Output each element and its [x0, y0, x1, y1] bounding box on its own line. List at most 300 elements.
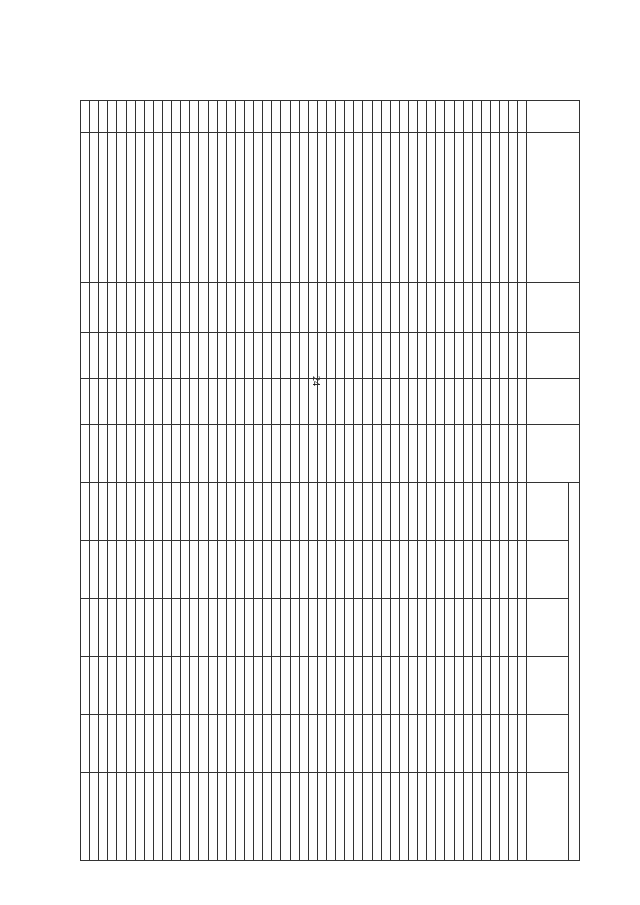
table-cell [99, 483, 108, 541]
table-cell [345, 599, 354, 657]
table-cell [336, 133, 345, 283]
table-cell [418, 379, 427, 425]
table-cell [454, 283, 463, 333]
table-cell [418, 483, 427, 541]
table-cell [427, 599, 436, 657]
table-row [254, 101, 263, 861]
table-cell [163, 773, 172, 861]
table-cell [336, 379, 345, 425]
table-cell [399, 657, 408, 715]
table-cell [445, 541, 454, 599]
table-cell [199, 101, 208, 133]
table-cell [226, 283, 235, 333]
table-cell [254, 133, 263, 283]
table-cell [172, 541, 181, 599]
group-header-row [568, 101, 579, 861]
table-cell [381, 773, 390, 861]
table-cell [472, 541, 481, 599]
table-cell [381, 657, 390, 715]
table-cell [345, 657, 354, 715]
table-cell [281, 483, 290, 541]
table-cell [235, 773, 244, 861]
table-cell [263, 657, 272, 715]
table-cell [399, 333, 408, 379]
table-sheet [80, 100, 580, 860]
table-cell [408, 715, 417, 773]
table-cell [399, 283, 408, 333]
table-cell [317, 599, 326, 657]
table-cell [172, 101, 181, 133]
table-cell [408, 101, 417, 133]
table-cell [381, 101, 390, 133]
table-cell [427, 133, 436, 283]
table-cell [299, 657, 308, 715]
table-cell [427, 425, 436, 483]
table-cell [381, 379, 390, 425]
table-cell [336, 541, 345, 599]
table-cell [481, 773, 490, 861]
table-cell [454, 715, 463, 773]
table-cell [245, 425, 254, 483]
table-cell [117, 599, 126, 657]
table-cell [281, 333, 290, 379]
table-cell [354, 541, 363, 599]
table-cell [568, 483, 579, 861]
table-cell [418, 541, 427, 599]
table-cell [163, 379, 172, 425]
table-cell [390, 133, 399, 283]
table-cell [163, 133, 172, 283]
table-cell [226, 379, 235, 425]
table-cell [163, 541, 172, 599]
table-cell [481, 283, 490, 333]
table-cell [172, 483, 181, 541]
table-cell [153, 599, 162, 657]
table-cell [190, 283, 199, 333]
table-cell [463, 333, 472, 379]
table-cell [163, 101, 172, 133]
table-cell [254, 773, 263, 861]
table-cell [354, 333, 363, 379]
table-cell [172, 773, 181, 861]
table-cell [126, 541, 135, 599]
table-cell [108, 333, 117, 379]
table-cell [299, 425, 308, 483]
table-cell [490, 599, 499, 657]
table-cell [345, 541, 354, 599]
table-cell [108, 101, 117, 133]
table-cell [317, 541, 326, 599]
table-cell [363, 483, 372, 541]
table-cell [235, 483, 244, 541]
table-cell [399, 425, 408, 483]
table-cell [317, 773, 326, 861]
table-cell [199, 283, 208, 333]
table-cell [172, 425, 181, 483]
table-row [108, 101, 117, 861]
table-cell [317, 657, 326, 715]
table-cell [190, 101, 199, 133]
table-cell [518, 773, 527, 861]
table-row [226, 101, 235, 861]
table-cell [135, 101, 144, 133]
table-cell [445, 133, 454, 283]
table-cell [408, 483, 417, 541]
table-cell [245, 541, 254, 599]
table-cell [509, 715, 518, 773]
table-cell [390, 425, 399, 483]
table-cell [326, 657, 335, 715]
table-cell [135, 483, 144, 541]
table-cell [281, 599, 290, 657]
table-cell [463, 715, 472, 773]
table-row [181, 101, 190, 861]
table-cell [445, 483, 454, 541]
table-cell [153, 541, 162, 599]
table-cell [99, 101, 108, 133]
table-cell [254, 599, 263, 657]
table-cell [518, 101, 527, 133]
table-row [427, 101, 436, 861]
table-cell [235, 715, 244, 773]
table-cell [208, 283, 217, 333]
table-cell [427, 657, 436, 715]
table-cell [226, 541, 235, 599]
table-cell [117, 133, 126, 283]
table-cell [490, 715, 499, 773]
table-cell [463, 773, 472, 861]
table-cell [509, 283, 518, 333]
table-cell [217, 333, 226, 379]
table-cell [117, 379, 126, 425]
table-row [490, 101, 499, 861]
table-row [518, 101, 527, 861]
table-cell [99, 715, 108, 773]
table-cell [199, 425, 208, 483]
table-cell [463, 283, 472, 333]
table-cell [217, 599, 226, 657]
table-cell [153, 101, 162, 133]
table-cell [254, 283, 263, 333]
table-cell [326, 483, 335, 541]
table-row [390, 101, 399, 861]
table-cell [163, 599, 172, 657]
table-cell [99, 773, 108, 861]
table-cell [472, 283, 481, 333]
table-cell [372, 599, 381, 657]
table-cell [235, 425, 244, 483]
table-cell [527, 773, 568, 861]
table-cell [418, 715, 427, 773]
table-cell [181, 425, 190, 483]
table-cell [481, 101, 490, 133]
table-cell [81, 599, 90, 657]
table-cell [199, 483, 208, 541]
table-cell [81, 379, 90, 425]
table-cell [126, 715, 135, 773]
table-cell [363, 773, 372, 861]
table-cell [172, 715, 181, 773]
table-cell [399, 599, 408, 657]
table-row [463, 101, 472, 861]
table-row [117, 101, 126, 861]
table-cell [272, 283, 281, 333]
table-cell [299, 599, 308, 657]
table-row [399, 101, 408, 861]
table-cell [117, 715, 126, 773]
data-table [80, 100, 580, 861]
table-cell [181, 283, 190, 333]
table-cell [172, 599, 181, 657]
table-cell [290, 541, 299, 599]
table-cell [135, 425, 144, 483]
table-row [126, 101, 135, 861]
table-cell [226, 657, 235, 715]
table-cell [390, 773, 399, 861]
table-cell [226, 133, 235, 283]
table-cell [299, 133, 308, 283]
table-cell [372, 283, 381, 333]
table-cell [472, 773, 481, 861]
table-cell [235, 283, 244, 333]
table-cell [81, 101, 90, 133]
table-cell [144, 541, 153, 599]
table-cell [117, 657, 126, 715]
table-cell [181, 599, 190, 657]
table-cell [90, 283, 99, 333]
table-cell [254, 333, 263, 379]
table-cell [326, 425, 335, 483]
table-cell [363, 133, 372, 283]
table-cell [472, 599, 481, 657]
table-cell [153, 133, 162, 283]
rotated-table-wrapper [80, 100, 580, 860]
table-cell [99, 283, 108, 333]
table-cell [117, 773, 126, 861]
table-cell [326, 101, 335, 133]
table-cell [153, 425, 162, 483]
table-row [317, 101, 326, 861]
table-cell [308, 657, 317, 715]
table-cell [172, 283, 181, 333]
table-cell [217, 425, 226, 483]
table-cell [399, 483, 408, 541]
table-cell [454, 333, 463, 379]
table-cell [445, 379, 454, 425]
table-row [381, 101, 390, 861]
table-cell [354, 483, 363, 541]
table-cell [163, 333, 172, 379]
table-cell [436, 483, 445, 541]
table-cell [254, 101, 263, 133]
table-cell [336, 599, 345, 657]
table-cell [481, 333, 490, 379]
table-cell [509, 773, 518, 861]
page-number: 24 [310, 376, 322, 386]
table-cell [381, 541, 390, 599]
table-cell [454, 599, 463, 657]
table-row [272, 101, 281, 861]
table-cell [126, 379, 135, 425]
table-cell [418, 657, 427, 715]
table-cell [272, 657, 281, 715]
table-cell [290, 483, 299, 541]
table-cell [354, 379, 363, 425]
table-cell [226, 425, 235, 483]
table-cell [90, 657, 99, 715]
table-cell [472, 657, 481, 715]
table-cell [190, 715, 199, 773]
table-cell [199, 541, 208, 599]
table-cell [527, 283, 580, 333]
table-cell [317, 379, 326, 425]
table-cell [144, 773, 153, 861]
table-cell [463, 425, 472, 483]
table-cell [527, 101, 580, 133]
table-cell [436, 541, 445, 599]
table-cell [427, 773, 436, 861]
table-cell [308, 483, 317, 541]
table-cell [445, 425, 454, 483]
table-cell [326, 283, 335, 333]
table-cell [81, 773, 90, 861]
table-cell [299, 333, 308, 379]
table-cell [381, 425, 390, 483]
table-cell [345, 333, 354, 379]
table-row [199, 101, 208, 861]
table-cell [500, 715, 509, 773]
table-cell [272, 773, 281, 861]
table-cell [226, 715, 235, 773]
table-cell [381, 599, 390, 657]
table-cell [372, 773, 381, 861]
table-cell [81, 657, 90, 715]
table-cell [445, 101, 454, 133]
table-cell [390, 715, 399, 773]
table-cell [144, 333, 153, 379]
table-cell [153, 333, 162, 379]
table-cell [372, 541, 381, 599]
table-cell [263, 715, 272, 773]
table-cell [326, 599, 335, 657]
table-cell [308, 599, 317, 657]
table-cell [372, 657, 381, 715]
table-cell [445, 599, 454, 657]
table-cell [436, 133, 445, 283]
table-cell [490, 541, 499, 599]
table-cell [217, 133, 226, 283]
table-cell [99, 379, 108, 425]
table-cell [390, 657, 399, 715]
table-cell [181, 379, 190, 425]
table-row [81, 101, 90, 861]
table-row [445, 101, 454, 861]
table-cell [199, 333, 208, 379]
table-cell [363, 657, 372, 715]
table-cell [481, 379, 490, 425]
table-cell [463, 133, 472, 283]
table-cell [144, 483, 153, 541]
table-cell [281, 101, 290, 133]
table-cell [108, 379, 117, 425]
table-cell [235, 379, 244, 425]
table-cell [336, 773, 345, 861]
table-cell [345, 715, 354, 773]
table-cell [527, 425, 580, 483]
table-cell [290, 773, 299, 861]
table-cell [490, 773, 499, 861]
table-cell [181, 541, 190, 599]
table-cell [272, 599, 281, 657]
table-cell [281, 657, 290, 715]
table-cell [527, 483, 568, 541]
table-cell [126, 599, 135, 657]
table-cell [418, 133, 427, 283]
table-cell [372, 133, 381, 283]
table-cell [418, 333, 427, 379]
table-row [372, 101, 381, 861]
table-cell [399, 773, 408, 861]
table-cell [290, 101, 299, 133]
table-cell [436, 283, 445, 333]
table-cell [399, 715, 408, 773]
table-cell [490, 283, 499, 333]
table-cell [500, 599, 509, 657]
table-cell [299, 283, 308, 333]
table-cell [408, 333, 417, 379]
table-cell [481, 133, 490, 283]
table-cell [472, 379, 481, 425]
table-cell [326, 379, 335, 425]
table-cell [181, 773, 190, 861]
table-row [509, 101, 518, 861]
table-cell [390, 283, 399, 333]
table-cell [345, 773, 354, 861]
table-cell [418, 101, 427, 133]
table-cell [81, 483, 90, 541]
table-cell [281, 283, 290, 333]
table-row [235, 101, 244, 861]
table-cell [245, 599, 254, 657]
table-cell [163, 715, 172, 773]
table-cell [81, 541, 90, 599]
table-cell [326, 715, 335, 773]
table-cell [254, 379, 263, 425]
table-cell [308, 425, 317, 483]
table-cell [144, 425, 153, 483]
table-cell [254, 715, 263, 773]
table-cell [354, 715, 363, 773]
table-row [99, 101, 108, 861]
table-cell [490, 379, 499, 425]
table-cell [208, 657, 217, 715]
table-cell [399, 133, 408, 283]
table-cell [326, 773, 335, 861]
table-cell [427, 715, 436, 773]
table-cell [281, 425, 290, 483]
table-cell [500, 541, 509, 599]
table-cell [90, 715, 99, 773]
table-cell [117, 283, 126, 333]
table-cell [90, 599, 99, 657]
table-cell [208, 599, 217, 657]
table-cell [326, 333, 335, 379]
table-cell [363, 715, 372, 773]
table-cell [117, 483, 126, 541]
table-cell [117, 425, 126, 483]
table-cell [518, 283, 527, 333]
table-cell [226, 333, 235, 379]
